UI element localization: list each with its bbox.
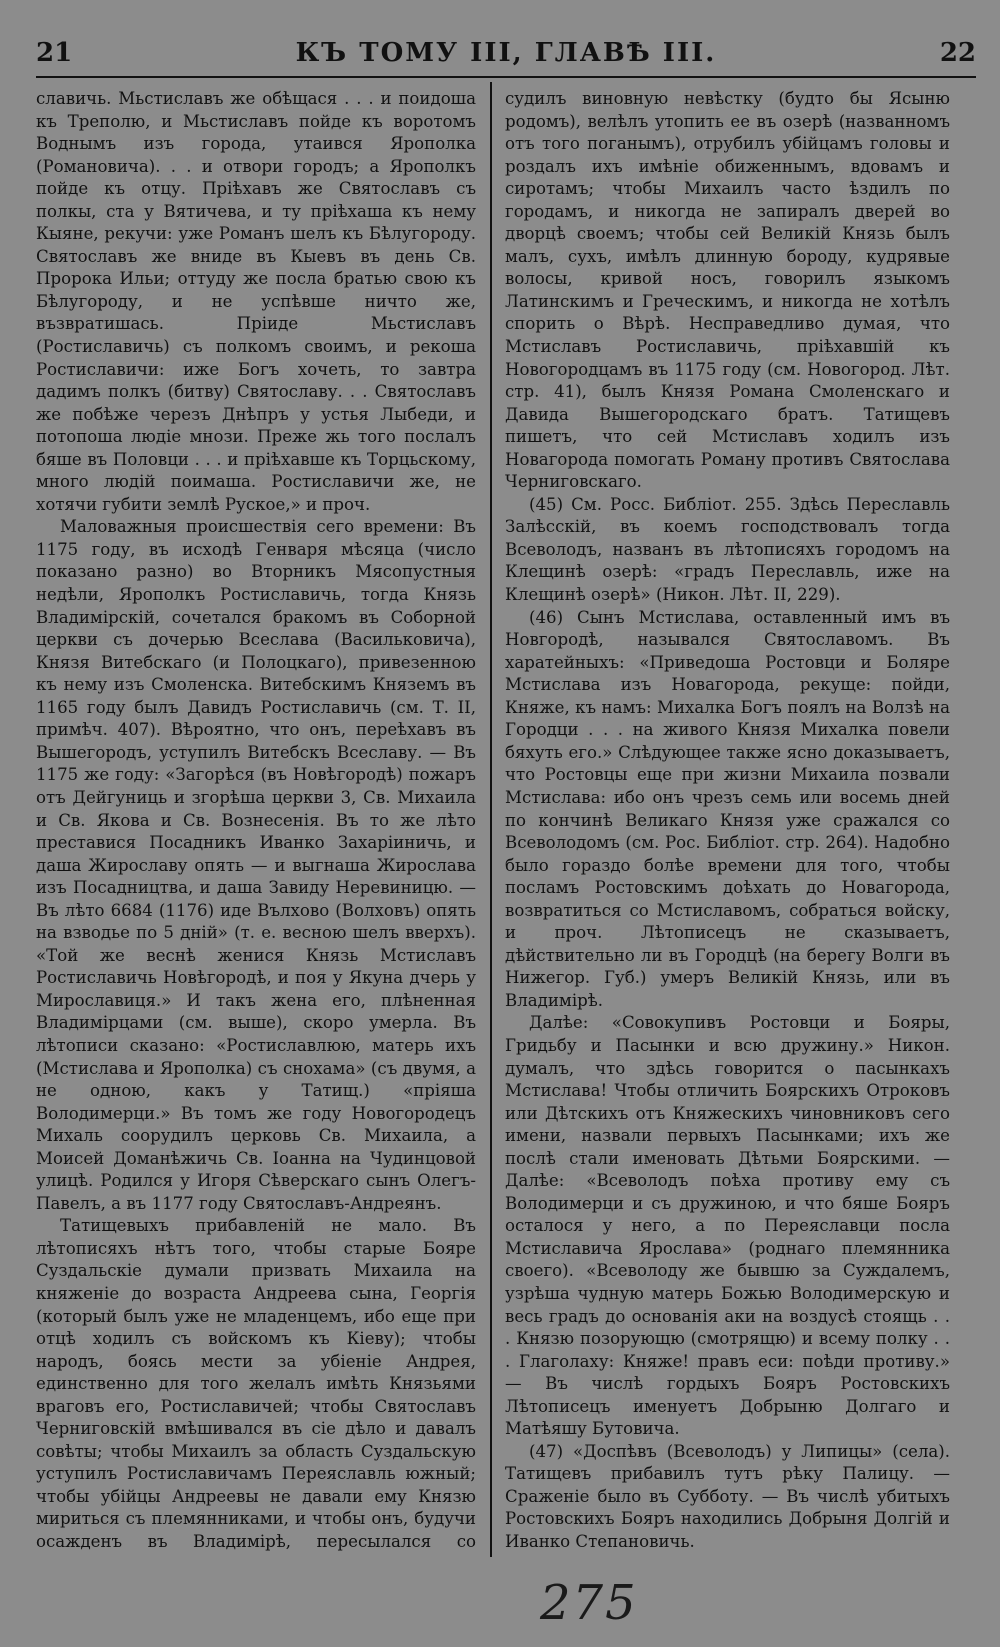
left-column: [36, 88, 476, 1553]
note-46: (46) Сынъ Мстислава, оставленный имъ въ Новгородѣ, назывался Святославомъ. Въ харатейныхъ: «Приведоша Ростовци и Боляре Мстислава изъ Новагорода, рекуще: пойди, Княже, къ намъ: Михалка Богъ поялъ на Волзѣ на Городци . . . на живого Князя Михалка повели бяхуть его.» Слѣдующее также ясно доказываетъ, что Ростовцы еще при жизни Михаила позвали Мстислава: ибо онъ чрезъ семь или восемь дней по кончинѣ Великаго Князя уже сражался со Всеволодомъ (см. Рос. Библіот. стр. 264). Надобно было гораздо болѣе времени для того, чтобы посламъ Ростовскимъ доѣхать до Новагорода, возвратиться со Мстиславомъ, собраться войску, и проч. Лѣтописецъ не сказываетъ, дѣйствительно ли въ Городцѣ (на берегу Волги въ Нижегор. Губ.) умеръ Великій Князь, или въ Владимірѣ.: [505, 607, 950, 1010]
note-45: (45) См. Росс. Библіот. 255. Здѣсь Переславль Залѣсскій, въ коемъ господствовалъ тогда Всеволодъ, названъ въ лѣтописяхъ городомъ на Клещинѣ озерѣ: «градъ Переславль, иже на Клещинѣ озерѣ» (Никон. Лѣт. II, 229).: [505, 494, 950, 605]
page-header: [36, 38, 976, 78]
paragraph: Маловажныя происшествія сего времени: Въ 1175 году, въ исходѣ Генваря мѣсяца (число показано разно) во Вторникъ Мясопустныя недѣли, Ярополкъ Ростиславичь, тогда Князь Владимірскій, сочетался бракомъ въ Соборной церкви съ дочерью Всеслава (Васильковича), Князя Витебскаго (и Полоцкаго), привезенною къ нему изъ Смоленска. Витебскимъ Княземъ въ 1165 году былъ Давидъ Ростиславичь (см. Т. II, примѣч. 407). Вѣроятно, что онъ, переѣхавъ въ Вышегородъ, уступилъ Витебскъ Всеславу. — Въ 1175 же году: «Загорѣся (въ Новѣгородѣ) пожаръ отъ Дейгуниць и згорѣша церкви 3, Св. Михаила и Св. Якова и Св. Вознесенія. Въ то же лѣто преставися Посадникъ Иванко Захаріиничь, и даша Жирославу опять — и выгнаша Жирослава изъ Посадництва, и даша Завиду Неревиницю. — Въ лѣто 6684 (1176) иде Вълхово (Волховъ) опять на взводье по 5 дній» (т. е. весною шелъ вверхъ). «Той же веснѣ женися Князь Мстиславъ Ростиславичь Новѣгородѣ, и поя у Якуна дчерь у Мирославиця.» И такъ жена его, плѣненная Владимірцами (см. выше), скоро умерла. Въ лѣтописи сказано: «Ростиславлюю, матерь ихъ (Мстислава и Ярополка) съ снохама» (съ двумя, а не одною, какъ у Татищ.) «пріяша Володимерци.» Въ томъ же году Новогородецъ Михаль соорудилъ церковь Св. Михаила, а Моисей Доманѣжичь Св. Іоанна на Чудинцовой улицѣ. Родился у Игоря Сѣверскаго сынъ Олегъ-Павелъ, а въ 1177 году Святославъ-Андреянъ.: [36, 517, 476, 1213]
paragraph: Далѣе: «Совокупивъ Ростовци и Бояры, Гридьбу и Пасынки и всю дружину.» Никон. думалъ, что здѣсь говорится о пасынкахъ Мстислава! Чтобы отличить Боярскихъ Отроковъ или Дѣтскихъ отъ Княжескихъ чиновниковъ сего имени, назвали первыхъ Пасынками; ихъ же послѣ стали именовать Дѣтьми Боярскими. — Далѣе: «Всеволодъ поѣха противу ему съ Володимерци и съ дружиною, и что бяше Бояръ осталося у него, а по Переяславци посла Мстиславича Ярослава» (роднаго племянника своего). «Всеволоду же бывшю за Суждалемъ, узрѣша чудную матерь Божью Володимерскую и весь градъ до основанія аки на воздусѣ стоящь . . . Князю позорующю (смотрящю) и всему полку . . . Глаголаху: Княже! правъ еси: поѣди противу.» — Въ числѣ гордыхъ Бояръ Ростовскихъ Лѣтописецъ именуетъ Добрыню Долгаго и Матѣяшу Бутовича.: [505, 1013, 950, 1439]
handwritten-page-number: 275: [540, 1575, 638, 1631]
running-title: КЪ ТОМУ III, ГЛАВѢ III.: [295, 38, 717, 68]
header-rule: [36, 76, 976, 78]
page-number-left: 21: [36, 38, 73, 68]
paragraph: судилъ виновную невѣстку (будто бы Ясыню родомъ), велѣлъ утопить ее въ озерѣ (названномъ отъ того поганымъ), отрубилъ убійцамъ головы и роздалъ ихъ имѣніе обиженнымъ, вдовамъ и сиротамъ; чтобы Михаилъ часто ѣздилъ по городамъ, и никогда не запиралъ дверей во дворцѣ своемъ; чтобы сей Великій Князь былъ малъ, сухъ, имѣлъ длинную бороду, кудрявые волосы, кривой носъ, говорилъ языкомъ Латинскимъ и Греческимъ, и никогда не хотѣлъ спорить о Вѣрѣ. Несправедливо думая, что Мстиславъ Ростиславичь, пріѣхавшій къ Новогородцамъ въ 1175 году (см. Новогород. Лѣт. стр. 41), былъ Князя Романа Смоленскаго и Давида Вышегородскаго братъ. Татищевъ пишетъ, что сей Мстиславъ ходилъ изъ Новагорода помогать Роману противъ Святослава Черниговскаго.: [505, 89, 950, 492]
paragraph: Татищевыхъ прибавленій не мало. Въ лѣтописяхъ нѣтъ того, чтобы старые Бояре Суздальскіе думали призвать Михаила на княженіе до возраста Андреева сына, Георгія (который былъ уже не младенцемъ, ибо еще при отцѣ ходилъ съ войскомъ къ Кіеву); чтобы народъ, боясь мести за убіеніе Андрея, единственно для того желалъ имѣть Князьями враговъ его, Ростиславичей; чтобы Святославъ Черниговскій вмѣшивался въ сіе дѣло и давалъ совѣты; чтобы Михаилъ за область Суздальскую уступилъ Ростиславичамъ Переяславль южный; чтобы убійцы Андреевы не давали ему Князю мириться съ племянниками, и чтобы онъ, будучи осажденъ въ Владимірѣ, пересылался со: [36, 1216, 476, 1551]
note-47: (47) «Доспѣвъ (Всеволодъ) у Липицы» (села). Татищевъ прибавилъ тутъ рѣку Палицу. — Сраженіе было въ Субботу. — Въ числѣ убитыхъ Ростовскихъ Бояръ находились Добрыня Долгій и Иванко Степановичь.: [505, 1441, 950, 1551]
column-divider: [490, 82, 492, 1557]
right-column: [505, 88, 950, 1553]
paragraph: славичь. Мьстиславъ же обѣщася . . . и поидоша къ Треполю, и Мьстиславъ пойде къ воротомъ Воднымъ изъ города, утаився Ярополка (Романовича). . . и отвори городъ; а Ярополкъ пойде къ отцу. Пріѣхавъ же Святославъ съ полкы, ста у Вятичева, и ту пріѣхаша къ нему Кыяне, рекучи: уже Романъ шелъ къ Бѣлугороду. Святославъ же вниде въ Кыевъ въ день Св. Пророка Ильи; оттуду же посла братью свою къ Бѣлугороду, и не успѣвше ничто же, възвратишась. Пріиде Мьстиславъ (Ростиславичь) съ полкомъ своимъ, и рекоша Ростиславичи: иже Богъ хочеть, то завтра дадимъ полкъ (битву) Святославу. . . Святославъ же побѣже черезъ Днѣпръ у устья Лыбеди, и потопоша людіе мнози. Преже жь того послалъ бяше въ Половци . . . и пріѣхавше къ Торцьскому, много людій поимаша. Ростиславичи же, не хотячи губити землѣ Руское,» и проч.: [36, 89, 476, 514]
page-number-right: 22: [939, 38, 976, 68]
